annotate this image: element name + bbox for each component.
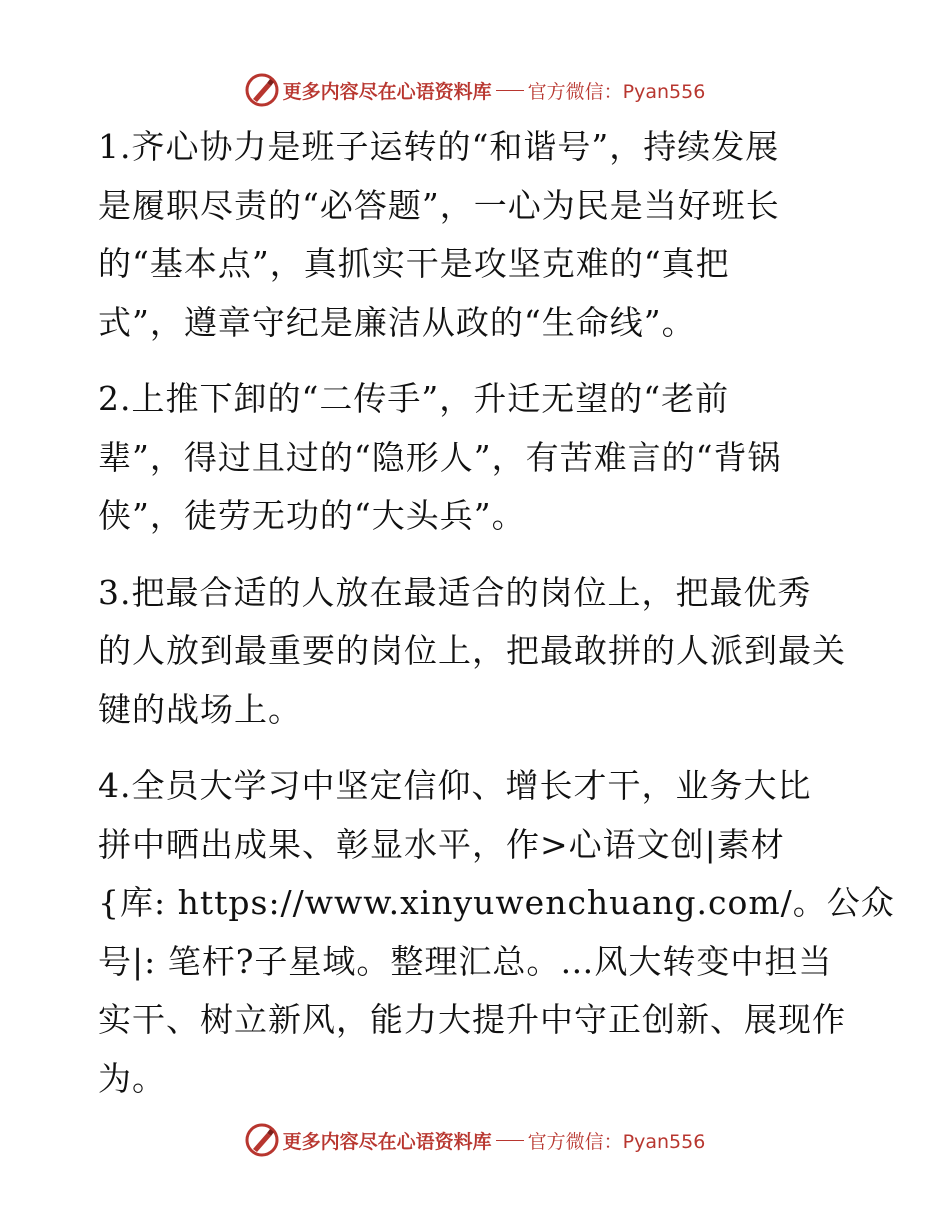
- paragraph-line: 号|: 笔杆?子星域。整理汇总。…风大转变中担当: [98, 941, 833, 981]
- paragraph-2: [98, 370, 854, 546]
- paragraph-line: 为。: [98, 1058, 166, 1098]
- red-pen-seal-icon: [245, 1123, 279, 1157]
- paragraph-line: 4.全员大学习中坚定信仰、增长才干，业务大比: [98, 766, 812, 805]
- paragraph-3: [98, 564, 854, 740]
- paragraph-line: 式”，遵章守纪是廉洁从政的“生命线”。: [98, 302, 696, 342]
- paragraph-line: 2.上推下卸的“二传手”，升迁无望的“老前: [98, 379, 730, 418]
- paragraph-line: 的“基本点”，真抓实干是攻坚克难的“真把: [98, 244, 730, 283]
- paragraph-1: [98, 118, 854, 352]
- watermark-separator: [496, 90, 524, 91]
- paragraph-line: 侠”，徒劳无功的“大头兵”。: [98, 496, 526, 535]
- footer-watermark: [0, 1120, 950, 1160]
- header-watermark: [0, 70, 950, 110]
- paragraph-line: 1.齐心协力是班子运转的“和谐号”，持续发展: [98, 127, 780, 166]
- watermark-contact-text: 官方微信：Pyan556: [527, 80, 706, 103]
- paragraph-line: 3.把最合适的人放在最适合的岗位上，把最优秀: [98, 572, 812, 612]
- watermark-separator: [496, 1140, 524, 1141]
- paragraph-line: 键的战场上。: [98, 689, 302, 729]
- paragraph-line: {库: https://www.xinyuwenchuang.com/。公众: [98, 883, 895, 922]
- paragraph-line: 拼中晒出成果、彰显水平，作>心语文创|素材: [98, 824, 785, 864]
- paragraph-line: 实干、树立新风，能力大提升中守正创新、展现作: [98, 1000, 846, 1039]
- watermark-brand-text: 更多内容尽在心语资料库: [282, 1130, 492, 1153]
- paragraph-line: 的人放到最重要的岗位上，把最敢拼的人派到最关: [98, 631, 846, 670]
- red-pen-seal-icon: [245, 73, 279, 107]
- paragraph-line: 是履职尽责的“必答题”，一心为民是当好班长: [98, 185, 780, 225]
- watermark-contact-text: 官方微信：Pyan556: [527, 1130, 706, 1153]
- paragraph-4: [98, 757, 895, 1108]
- document-body: [98, 118, 895, 1126]
- paragraph-line: 辈”，得过且过的“隐形人”，有苦难言的“背锅: [98, 437, 782, 477]
- watermark-brand-text: 更多内容尽在心语资料库: [282, 80, 492, 103]
